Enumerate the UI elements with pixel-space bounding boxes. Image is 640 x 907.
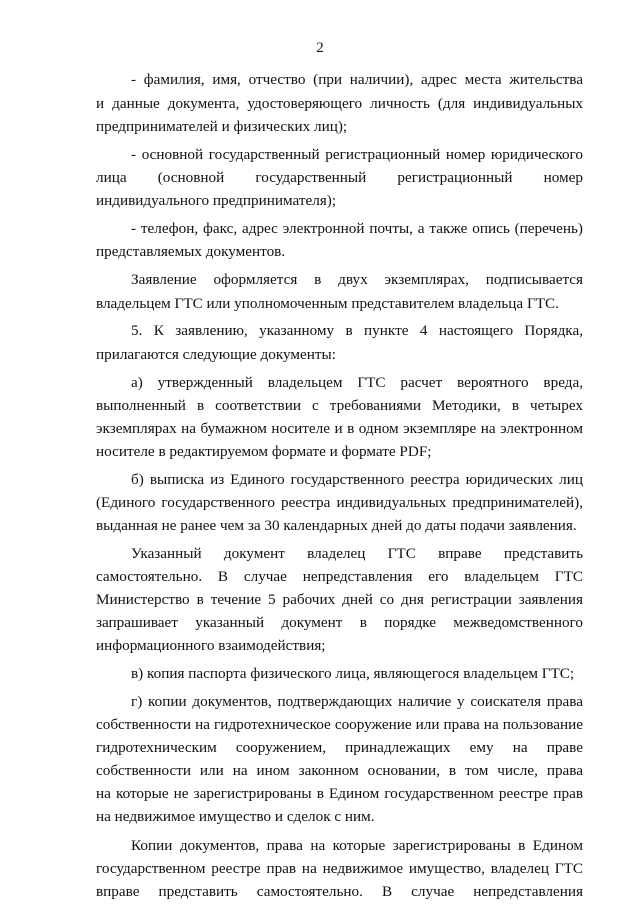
paragraph-7-line-3: выданная не ранее чем за 30 календарных дней до даты подачи заявления. [96,517,577,534]
paragraph-11-line-1: Копии документов, права на которые зарегистрированы в Едином [131,837,583,854]
paragraph-5-line-2: прилагаются следующие документы: [96,346,336,363]
paragraph-3-line-2: представляемых документов. [96,243,286,260]
paragraph-9-line-1: в) копия паспорта физического лица, являющегося владельцем ГТС; [131,665,575,682]
paragraph-10-line-1: г) копии документов, подтверждающих наличие у соискателя права [131,693,583,710]
paragraph-8-line-4: запрашивает указанный документ в порядке межведомственного [96,614,583,631]
paragraph-8-line-1: Указанный документ владелец ГТС вправе представить [131,545,583,562]
paragraph-3-line-1: - телефон, факс, адрес электронной почты, а также опись (перечень) [131,220,583,237]
paragraph-10-line-5: на которые не зарегистрированы в Едином государственном реестре прав [96,785,583,802]
paragraph-6-line-2: выполненный в соответствии с требованиями Методики, в четырех [96,397,583,414]
paragraph-6-line-1: а) утвержденный владельцем ГТС расчет вероятного вреда, [131,374,583,391]
paragraph-11-line-2: государственном реестре прав на недвижимое имущество, владелец ГТС [96,860,583,877]
paragraph-11-line-3: вправе представить самостоятельно. В случае непредставления [96,883,583,900]
paragraph-2-line-3: индивидуального предпринимателя); [96,192,337,209]
paragraph-1-line-3: предпринимателей и физических лиц); [96,118,348,135]
paragraph-10-line-2: собственности на гидротехническое сооружение или права на пользование [96,716,583,733]
paragraph-10-line-4: собственности или на ином законном основании, в том числе, права [96,762,583,779]
paragraph-6-line-3: экземплярах на бумажном носителе и в одном экземпляре на электронном [96,420,583,437]
paragraph-10-line-6: на недвижимое имущество и сделок с ним. [96,808,375,825]
paragraph-2-line-2: лица (основной государственный регистрационный номер [96,169,583,186]
paragraph-10-line-3: гидротехническим сооружением, принадлежащих ему на праве [96,739,583,756]
paragraph-4-line-2: владельцем ГТС или уполномоченным представителем владельца ГТС. [96,295,559,312]
paragraph-5-line-1: 5. К заявлению, указанному в пункте 4 настоящего Порядка, [131,322,583,339]
paragraph-7-line-1: б) выписка из Единого государственного реестра юридических лиц [131,471,583,488]
paragraph-1-line-1: - фамилия, имя, отчество (при наличии), адрес места жительства [131,71,583,88]
paragraph-1-line-2: и данные документа, удостоверяющего личность (для индивидуальных [96,95,583,112]
paragraph-8-line-3: Министерство в течение 5 рабочих дней со дня регистрации заявления [96,591,583,608]
paragraph-8-line-2: самостоятельно. В случае непредставления его владельцем ГТС [96,568,583,585]
paragraph-7-line-2: (Единого государственного реестра индивидуальных предпринимателей), [96,494,583,511]
paragraph-6-line-4: носителе в редактируемом формате и формате PDF; [96,443,432,460]
paragraph-8-line-5: информационного взаимодействия; [96,637,326,654]
paragraph-2-line-1: - основной государственный регистрационный номер юридического [131,146,583,163]
paragraph-4-line-1: Заявление оформляется в двух экземплярах, подписывается [131,271,583,288]
page-number: 2 [316,40,324,56]
